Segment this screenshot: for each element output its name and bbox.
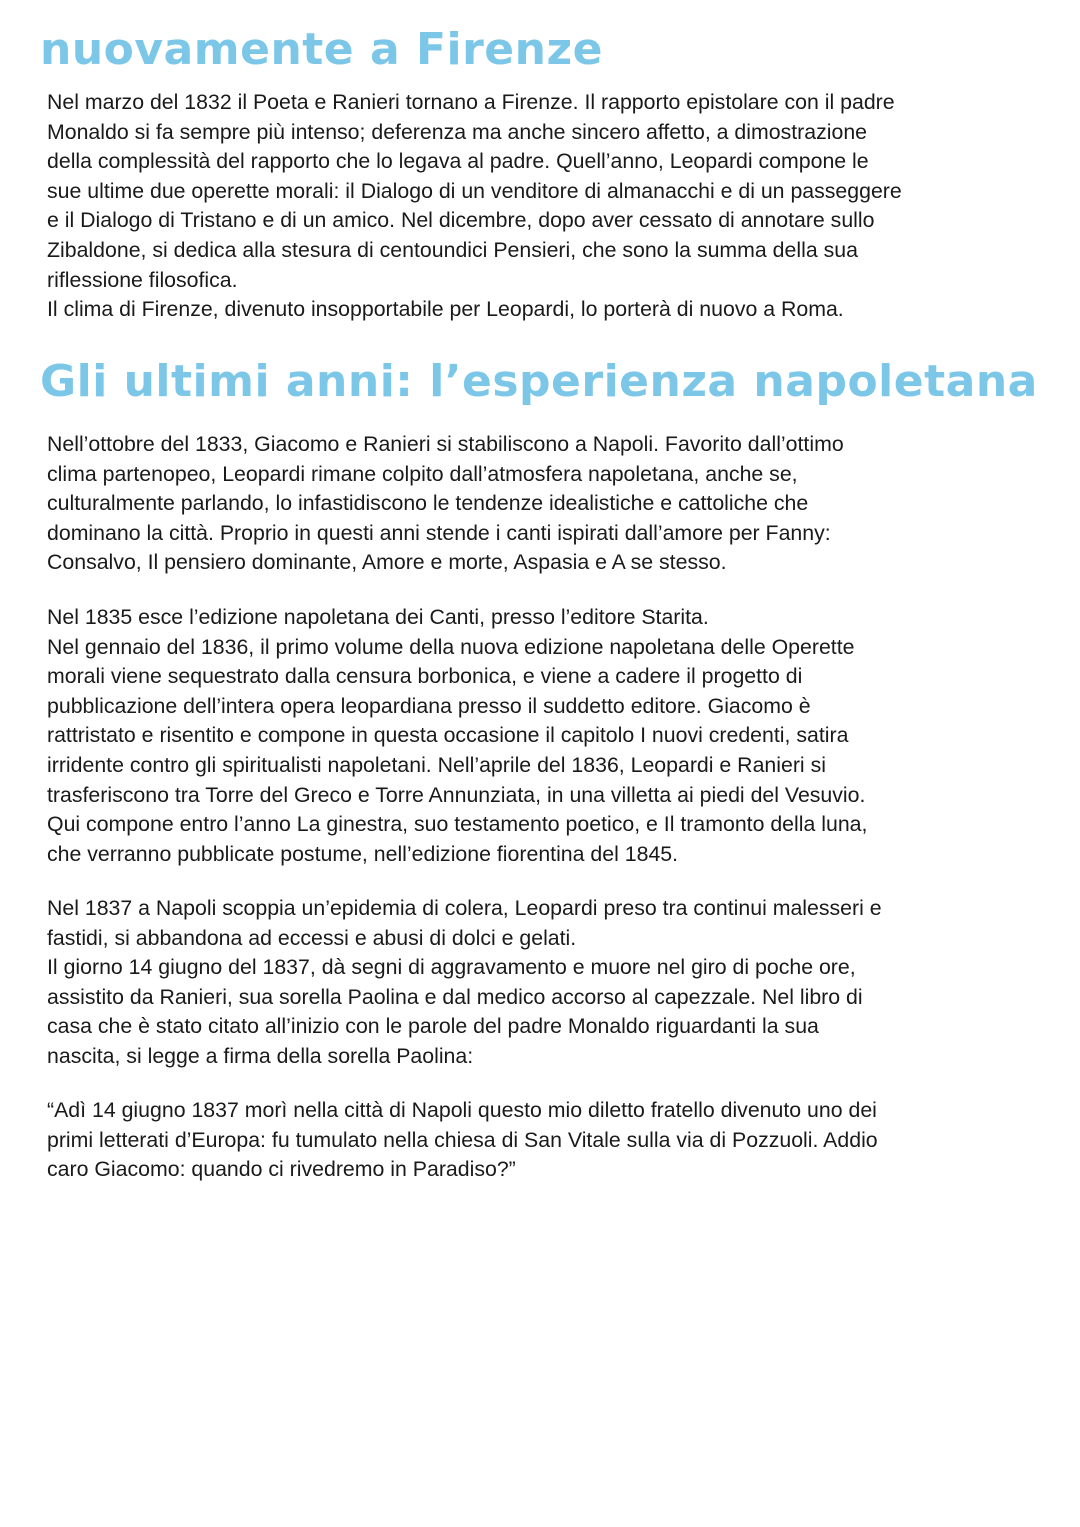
paragraph-firenze: Nel marzo del 1832 il Poeta e Ranieri tornano a Firenze. Il rapporto epistolare con il padre Monaldo si fa sempre più intenso; deferenza ma anche sincero affetto, a dimostrazione della complessità del rapporto che lo legava al padre. Quell’anno, Leopardi compone le sue ultime due operette morali: il Dialogo di un venditore di almanacchi e di un passeggere e il Dialogo di Tristano e di un amico. Nel dicembre, dopo aver cessato di annotare sullo Zibaldone, si dedica alla stesura di centoundici Pensieri, che sono la summa della sua riflessione filosofica. Il clima di Firenze, divenuto insopportabile per Leopardi, lo porterà di nuovo a Roma. — [47, 90, 902, 322]
quote-paolina: “Adì 14 giugno 1837 morì nella città di Napoli questo mio diletto fratello divenuto uno dei primi letterati d’Europa: fu tumulato nella chiesa di San Vitale sulla via di Pozzuoli. Addio caro Giacomo: quando ci rivedremo in Paradiso?” — [47, 1098, 878, 1182]
paragraph-napoli-arrivo: Nell’ottobre del 1833, Giacomo e Ranieri si stabiliscono a Napoli. Favorito dall’ottimo clima partenopeo, Leopardi rimane colpito dall’atmosfera napoletana, anche se, culturalmente parlando, lo infastidiscono le tendenze idealistiche e cattoliche che dominano la città. Proprio in questi anni stende i canti ispirati dall’amore per Fanny: Consalvo, Il pensiero dominante, Amore e morte, Aspasia e A se stesso. — [47, 432, 844, 575]
paragraph-morte: Nel 1837 a Napoli scoppia un’epidemia di colera, Leopardi preso tra continui malesseri e fastidi, si abbandona ad eccessi e abusi di dolci e gelati. Il giorno 14 giugno del 1837, dà segni di aggravamento e muore nel giro di poche ore, assistito da Ranieri, sua sorella Paolina e dal medico accorso al capezzale. Nel libro di casa che è stato citato all’inizio con le parole del padre Monaldo riguardanti la sua nascita, si legge a firma della sorella Paolina: — [47, 896, 882, 1068]
section-title-firenze: nuovamente a Firenze — [40, 24, 603, 75]
paragraph-edizione-canti: Nel 1835 esce l’edizione napoletana dei Canti, presso l’editore Starita. Nel gennaio del 1836, il primo volume della nuova edizione napoletana delle Operette morali viene sequestrato dalla censura borbonica, e viene a cadere il progetto di pubblicazione dell’intera opera leopardiana presso il suddetto editore. Giacomo è rattristato e risentito e compone in questa occasione il capitolo I nuovi credenti, satira irridente contro gli spiritualisti napoletani. Nell’aprile del 1836, Leopardi e Ranieri si trasferiscono tra Torre del Greco e Torre Annunziata, in una villetta ai piedi del Vesuvio. Qui compone entro l’anno La ginestra, suo testamento poetico, e Il tramonto della luna, che verranno pubblicate postume, nell’edizione fiorentina del 1845. — [47, 605, 868, 866]
section-title-napoli: Gli ultimi anni: l’esperienza napoletana — [40, 356, 1038, 407]
